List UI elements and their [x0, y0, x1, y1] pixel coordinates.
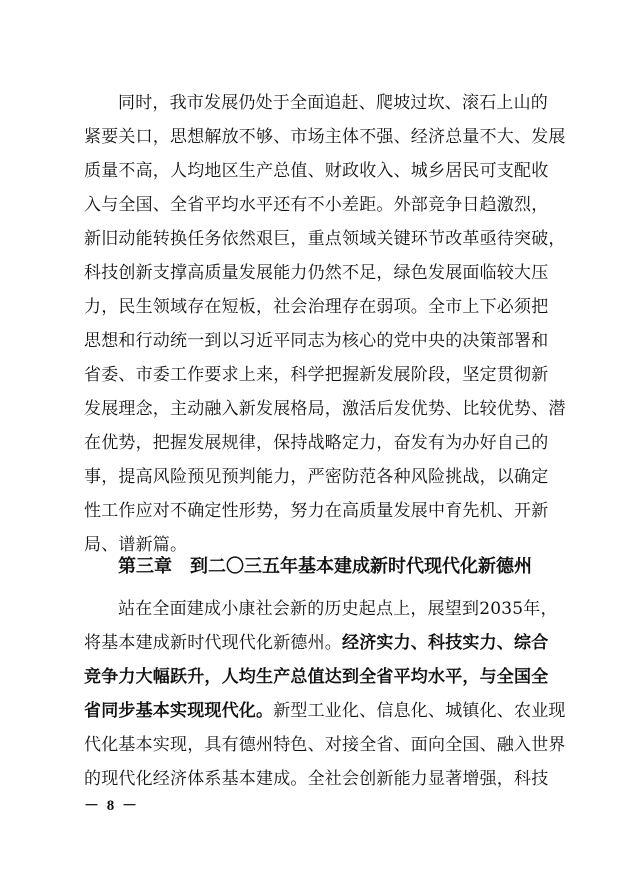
paragraph-line: 性工作应对不确定性形势，努力在高质量发展中育先机、开新 — [84, 501, 549, 521]
paragraph-line-mixed — [84, 699, 566, 723]
chapter-heading: 第三章 到二〇三五年基本建成新时代现代化新德州 — [118, 556, 532, 577]
paragraph-line: 在优势，把握发展规律，保持战略定力，奋发有为办好自己的 — [84, 433, 549, 453]
bold-text: 经济实力、科技实力、综合 — [342, 633, 549, 653]
paragraph-line: 思想和行动统一到以习近平同志为核心的党中央的决策部署和 — [84, 331, 549, 351]
paragraph-line: 事，提高风险预见预判能力，严密防范各种风险挑战，以确定 — [84, 467, 549, 487]
paragraph-line: 入与全国、全省平均水平还有不小差距。外部竞争日趋激烈， — [84, 195, 549, 215]
page-number: － 8 － — [84, 798, 140, 814]
paragraph-line: 代化基本实现，具有德州特色、对接全省、面向全国、融入世界 — [84, 735, 566, 755]
paragraph-line: 力，民生领域存在短板，社会治理存在弱项。全市上下必须把 — [84, 297, 549, 317]
paragraph-line: 同时，我市发展仍处于全面追赶、爬坡过坎、滚石上山的 — [118, 93, 548, 113]
paragraph-line: 发展理念，主动融入新发展格局，激活后发优势、比较优势、潜 — [84, 399, 566, 419]
paragraph-line: 站在全面建成小康社会新的历史起点上，展望到2035年， — [118, 599, 558, 619]
paragraph-line: 省委、市委工作要求上来，科学把握新发展阶段，坚定贯彻新 — [84, 365, 549, 385]
paragraph-line: 紧要关口，思想解放不够、市场主体不强、经济总量不大、发展 — [84, 127, 566, 147]
paragraph-line: 科技创新支撑高质量发展能力仍然不足，绿色发展面临较大压 — [84, 263, 549, 283]
paragraph-line-mixed — [84, 631, 549, 655]
paragraph-line: 的现代化经济体系基本建成。全社会创新能力显著增强，科技 — [84, 769, 549, 789]
paragraph-line: 局、谱新篇。 — [84, 535, 188, 555]
plain-text: 新型工业化、信息化、城镇化、农业现 — [273, 701, 566, 721]
bold-text: 省同步基本实现现代化。 — [84, 701, 274, 721]
bold-paragraph-line: 竞争力大幅跃升，人均生产总值达到全省平均水平，与全国全 — [84, 667, 549, 687]
paragraph-line: 质量不高，人均地区生产总值、财政收入、城乡居民可支配收 — [84, 161, 549, 181]
plain-text: 将基本建成新时代现代化新德州。 — [84, 633, 342, 653]
paragraph-line: 新旧动能转换任务依然艰巨，重点领域关键环节改革亟待突破， — [84, 229, 566, 249]
